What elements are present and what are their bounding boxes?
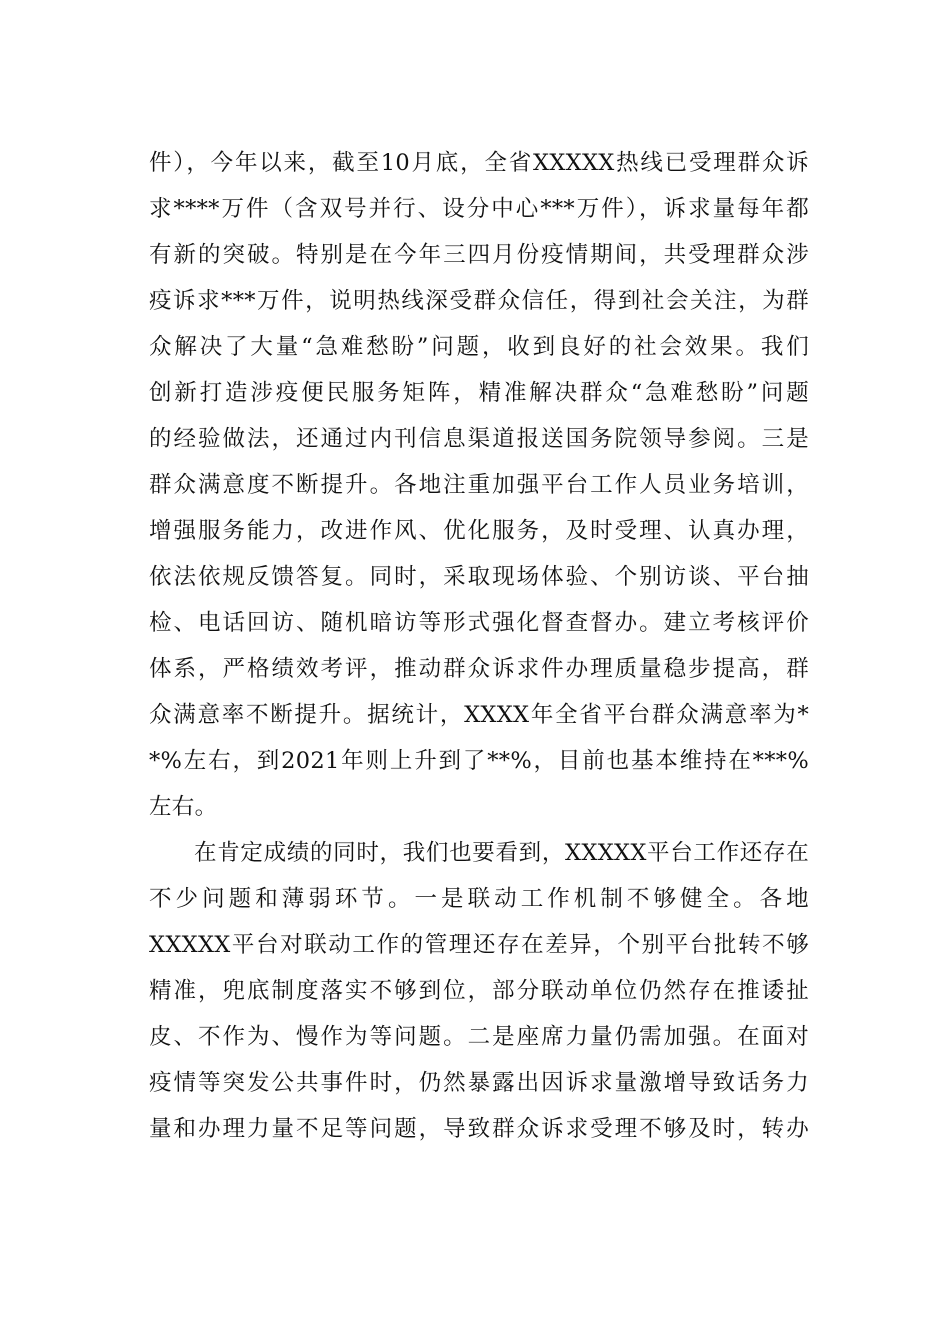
text-line: 众解决了大量“急难愁盼”问题，收到良好的社会效果。我们 bbox=[149, 334, 809, 360]
paragraph-achievements bbox=[149, 140, 809, 830]
text-line: 不少问题和薄弱环节。一是联动工作机制不够健全。各地 bbox=[149, 886, 809, 912]
text-line: 检、电话回访、随机暗访等形式强化督查督办。建立考核评价 bbox=[149, 610, 809, 636]
text-line: 件），今年以来，截至10月底，全省XXXXX热线已受理群众诉 bbox=[149, 150, 809, 176]
text-line: 有新的突破。特别是在今年三四月份疫情期间，共受理群众涉 bbox=[149, 242, 809, 268]
document-body bbox=[149, 140, 809, 1152]
paragraph-problems bbox=[149, 830, 809, 1152]
text-line: 在肯定成绩的同时，我们也要看到，XXXXX平台工作还存在 bbox=[194, 840, 809, 866]
text-line: 增强服务能力，改进作风、优化服务，及时受理、认真办理， bbox=[149, 518, 809, 544]
text-line: 疫情等突发公共事件时，仍然暴露出因诉求量激增导致话务力 bbox=[149, 1070, 809, 1096]
text-line: 疫诉求***万件，说明热线深受群众信任，得到社会关注，为群 bbox=[149, 288, 809, 314]
text-line: XXXXX平台对联动工作的管理还存在差异，个别平台批转不够 bbox=[149, 932, 809, 958]
text-line: 依法依规反馈答复。同时，采取现场体验、个别访谈、平台抽 bbox=[149, 564, 809, 590]
text-line: 精准，兜底制度落实不够到位，部分联动单位仍然存在推诿扯 bbox=[149, 978, 809, 1004]
text-line: 体系，严格绩效考评，推动群众诉求件办理质量稳步提高，群 bbox=[149, 656, 809, 682]
text-line: 众满意率不断提升。据统计，XXXX年全省平台群众满意率为* bbox=[149, 702, 809, 728]
text-line: 群众满意度不断提升。各地注重加强平台工作人员业务培训， bbox=[149, 472, 809, 498]
text-line: 创新打造涉疫便民服务矩阵，精准解决群众“急难愁盼”问题 bbox=[149, 380, 809, 406]
text-line: 的经验做法，还通过内刊信息渠道报送国务院领导参阅。三是 bbox=[149, 426, 809, 452]
text-line: 求****万件（含双号并行、设分中心***万件），诉求量每年都 bbox=[149, 196, 809, 222]
text-line: *%左右，到2021年则上升到了**%，目前也基本维持在***% bbox=[149, 748, 809, 774]
text-line: 量和办理力量不足等问题，导致群众诉求受理不够及时，转办 bbox=[149, 1116, 809, 1142]
text-line: 左右。 bbox=[149, 794, 218, 820]
text-line: 皮、不作为、慢作为等问题。二是座席力量仍需加强。在面对 bbox=[149, 1024, 809, 1050]
